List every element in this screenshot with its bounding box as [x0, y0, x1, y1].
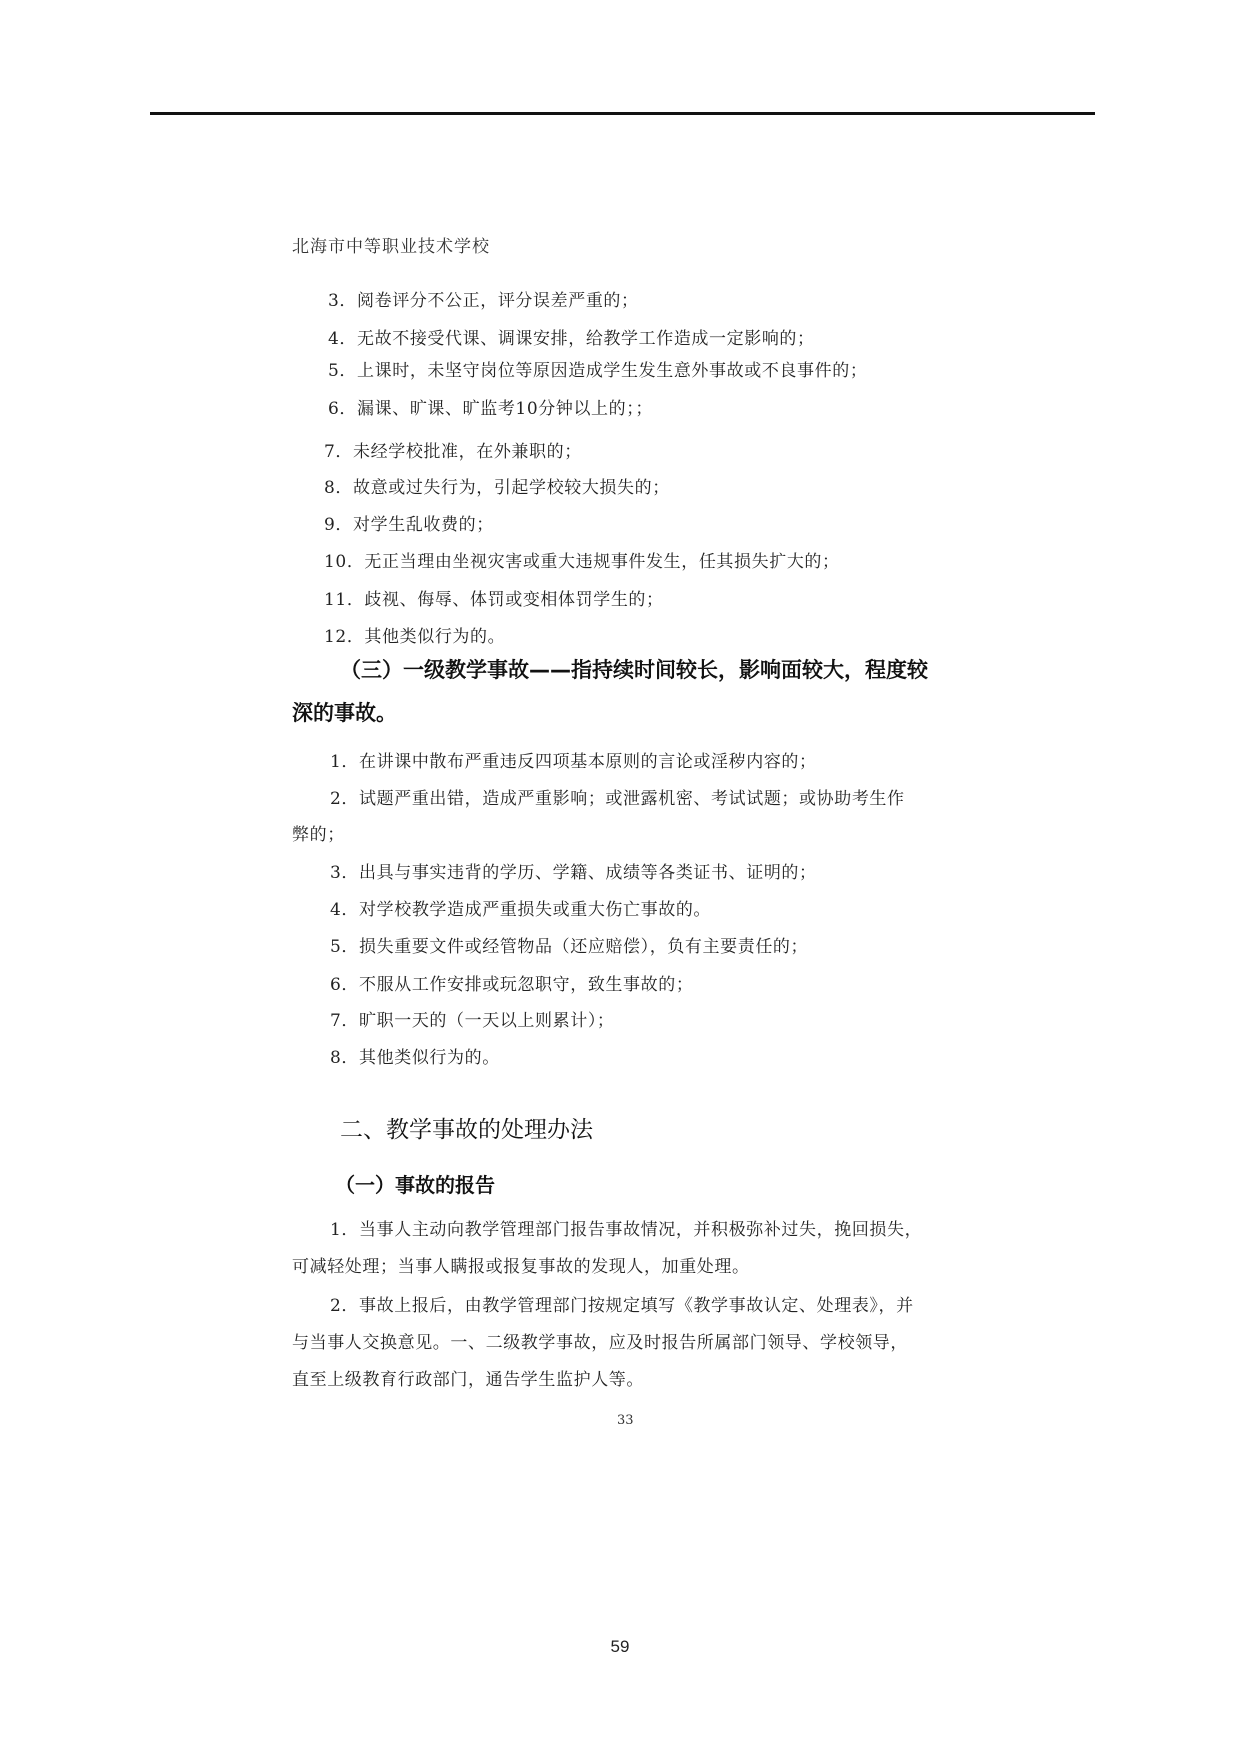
list-item: 6．不服从工作安排或玩忽职守，致生事故的；: [330, 975, 694, 995]
list-item: 5．上课时，未坚守岗位等原因造成学生发生意外事故或不良事件的；: [328, 361, 868, 381]
list-item: 5．损失重要文件或经管物品（还应赔偿），负有主要责任的；: [330, 937, 809, 957]
list-item: 6．漏课、旷课、旷监考10分钟以上的；；: [328, 399, 653, 419]
list-item: 10．无正当理由坐视灾害或重大违规事件发生，任其损失扩大的；: [324, 552, 840, 572]
paragraph-line: 可减轻处理；当事人瞒报或报复事故的发现人，加重处理。: [292, 1257, 750, 1277]
school-name-header: 北海市中等职业技术学校: [292, 237, 490, 257]
list-item: 4．无故不接受代课、调课安排，给教学工作造成一定影响的；: [328, 329, 815, 349]
top-rule: [150, 112, 1095, 115]
level-one-heading: （三）一级教学事故——指持续时间较长，影响面较大，程度较: [340, 658, 928, 682]
list-item: 7．旷职一天的（一天以上则累计）；: [330, 1011, 615, 1031]
subsection-heading: （一）事故的报告: [335, 1173, 495, 1197]
paragraph-line: 直至上级教育行政部门，通告学生监护人等。: [292, 1370, 644, 1390]
list-item: 11．歧视、侮辱、体罚或变相体罚学生的；: [324, 590, 664, 610]
list-item-cont: 弊的；: [292, 825, 345, 845]
list-item: 12．其他类似行为的。: [324, 627, 506, 647]
page-number: 59: [610, 1637, 630, 1656]
list-item: 1．在讲课中散布严重违反四项基本原则的言论或淫秽内容的；: [330, 752, 817, 772]
list-item: 8．故意或过失行为，引起学校较大损失的；: [324, 478, 670, 498]
list-item: 3．出具与事实违背的学历、学籍、成绩等各类证书、证明的；: [330, 863, 817, 883]
paragraph-line: 2．事故上报后，由教学管理部门按规定填写《教学事故认定、处理表》，并: [330, 1296, 914, 1316]
paragraph-line: 与当事人交换意见。一、二级教学事故，应及时报告所属部门领导、学校领导，: [292, 1333, 908, 1353]
list-item: 4．对学校教学造成严重损失或重大伤亡事故的。: [330, 900, 712, 920]
list-item: 2．试题严重出错，造成严重影响；或泄露机密、考试试题；或协助考生作: [330, 789, 905, 809]
level-one-heading-cont: 深的事故。: [292, 701, 397, 725]
list-item: 9．对学生乱收费的；: [324, 515, 494, 535]
list-item: 7．未经学校批准，在外兼职的；: [324, 442, 582, 462]
inner-page-number: 33: [617, 1413, 634, 1428]
list-item: 3．阅卷评分不公正，评分误差严重的；: [328, 291, 639, 311]
paragraph-line: 1．当事人主动向教学管理部门报告事故情况，并积极弥补过失，挽回损失，: [330, 1220, 923, 1240]
section-heading: 二、教学事故的处理办法: [340, 1117, 593, 1143]
list-item: 8．其他类似行为的。: [330, 1048, 500, 1068]
